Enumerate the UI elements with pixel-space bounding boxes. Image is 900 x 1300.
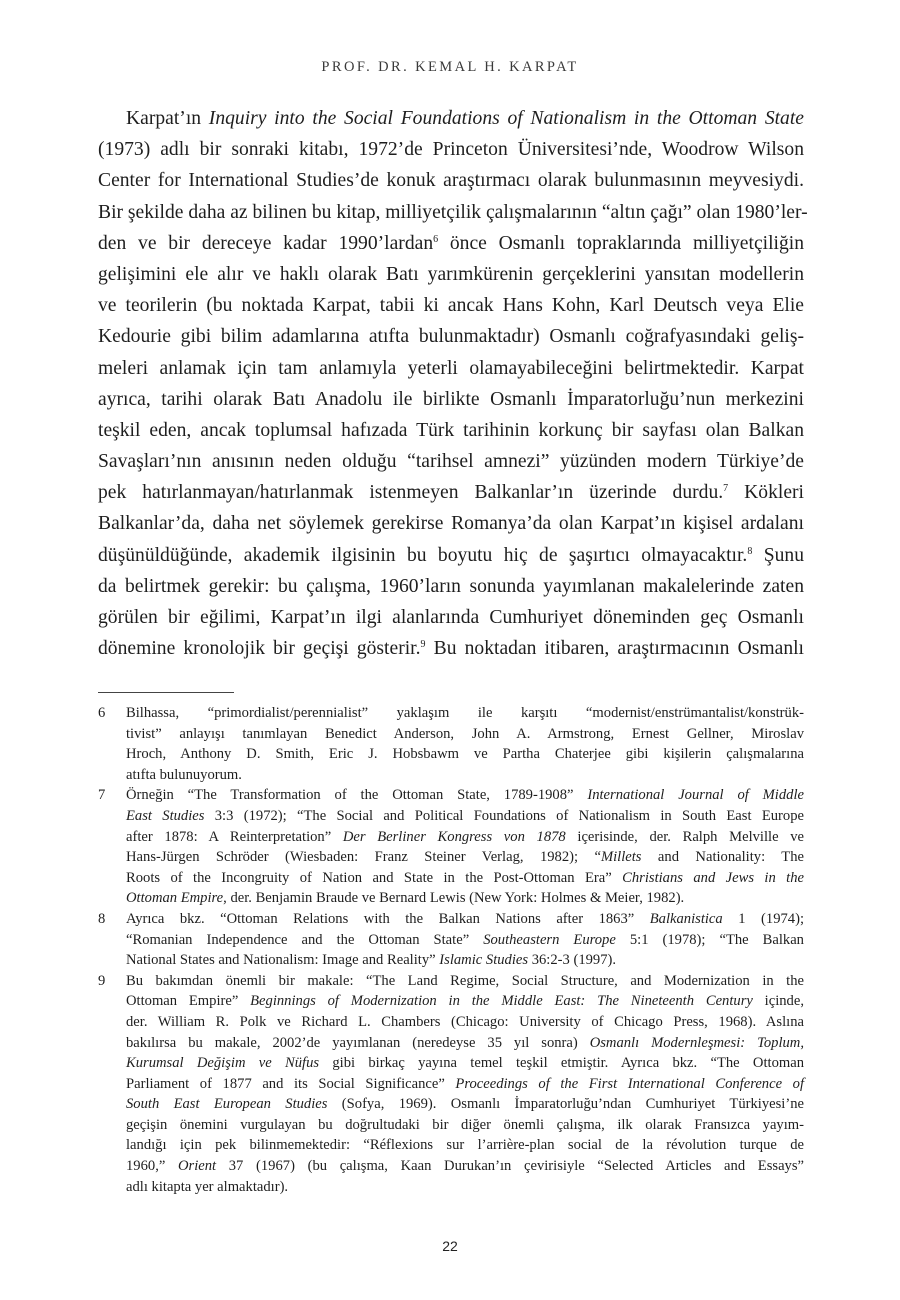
body-line (98, 477, 804, 508)
italic-title: Proceedings of the First International Conference of (455, 1075, 804, 1092)
text-run: Center for International Studies’de konuk araştırmacı olarak bulunmasının meyvesiydi. (98, 170, 804, 192)
footnote-line (126, 806, 804, 827)
footnotes (98, 703, 804, 1197)
italic-title: Islamic Studies (439, 952, 529, 969)
text-run: Balkanlar’da, daha net söylemek gerekirse Romanya’da olan Karpat’ın kişisel ardalanı (98, 513, 804, 535)
footnote-ref[interactable]: 7 (723, 483, 729, 495)
text-run: geçişin önemini vurgulayan bu doğrultudaki bir diğer önemli çalışma, ilk olarak Fransızca yayım- (126, 1116, 804, 1133)
body-line (98, 165, 804, 196)
body-line (98, 415, 804, 446)
text-run: Örneğin “The Transformation of the Ottoman State, 1789-1908” (126, 787, 588, 804)
text-run: Bu noktadan itibaren, araştırmacının Osmanlı (425, 638, 804, 660)
text-run: da belirtmek gerekir: bu çalışma, 1960’ların sonunda yayımlanan makalelerinde zaten (98, 575, 804, 597)
body-line (98, 384, 804, 415)
italic-title: Osmanlı Modernleşmesi: Toplum, (589, 1034, 804, 1051)
text-run: 1960,” (126, 1158, 178, 1175)
footnote-8 (98, 909, 804, 971)
body-line (98, 602, 804, 633)
body-line (98, 321, 804, 352)
text-run: Parliament of 1877 and its Social Significance” (126, 1075, 456, 1092)
footnote-line (126, 909, 804, 930)
footnote-line (126, 888, 804, 909)
body-line (98, 571, 804, 602)
footnote-line (126, 1053, 804, 1074)
text-run: teşkil eden, ancak toplumsal hafızada Türk tarihinin korkunç bir sayfası olan Balkan (98, 419, 804, 441)
text-run: içinde, (752, 993, 804, 1010)
footnote-line (126, 971, 804, 992)
text-run: 37 (1967) (bu çalışma, Kaan Durukan’ın çevirisiyle “Selected Articles and Essays” (216, 1158, 804, 1175)
footnote-ref[interactable]: 6 (433, 233, 439, 245)
body-line (98, 290, 804, 321)
footnote-line (126, 744, 804, 765)
footnote-line (126, 785, 804, 806)
text-run: 36:2-3 (1997). (528, 952, 617, 969)
book-title: Inquiry into the Social Foundations of Nationalism in the Ottoman State (208, 108, 804, 129)
footnote-line (126, 1135, 804, 1156)
footnote-ref[interactable]: 9 (420, 639, 426, 651)
text-run: Şunu (752, 544, 804, 566)
text-run: Ottoman Empire” (126, 993, 251, 1010)
italic-title: South East European Studies (126, 1096, 328, 1113)
body-line (98, 197, 808, 228)
text-run: Savaşları’nın anısının neden olduğu “tarihsel amnezi” yüzünden modern Türkiye’de (98, 451, 804, 473)
text-run: içerisinde, der. Ralph Melville ve (565, 828, 805, 845)
footnote-number: 7 (98, 787, 106, 804)
text-run: pek hatırlanmayan/hatırlanmak istenmeyen Balkanlar’ın üzerinde durdu. (98, 482, 724, 504)
text-run: görülen bir eğilimi, Karpat’ın ilgi alanlarında Cumhuriyet döneminden geç Osmanlı (98, 607, 804, 628)
text-run: 3:3 (1972); “The Social and Political Foundations of Nationalism in South East Europe (204, 807, 804, 824)
text-run: National States and Nationalism: Image and Reality” (126, 952, 440, 969)
body-line (98, 508, 804, 539)
italic-title: Beginnings of Modernization in the Middle East: The Nineteenth Century (250, 993, 753, 1010)
footnote-line (126, 1177, 804, 1198)
footnote-line (126, 1074, 804, 1095)
footnote-6 (98, 703, 804, 785)
text-run: Kökleri (728, 482, 804, 504)
body-line (98, 259, 804, 290)
body-line (98, 134, 804, 165)
text-run: tivist” anlayışı tanımlayan Benedict Anderson, John A. Armstrong, Ernest Gellner, Miroslav (126, 725, 804, 742)
footnote-line (126, 991, 804, 1012)
footnote-line (126, 703, 804, 724)
body-line (98, 446, 804, 477)
footnote-rule (98, 692, 234, 693)
text-run: “Romanian Independence and the Ottoman State” (126, 931, 484, 948)
body-line (98, 540, 804, 571)
text-run: bakılırsa bu makale, 2002’de yayımlanan (neredeyse 35 yıl sonra) (126, 1034, 590, 1051)
footnote-7 (98, 785, 804, 909)
text-run: Roots of the Incongruity of Nation and State in the Post-Ottoman Era” (126, 869, 623, 886)
footnote-ref[interactable]: 8 (747, 545, 753, 557)
italic-title: Ottoman Empire (126, 890, 224, 907)
footnote-line (126, 930, 804, 951)
body-line (98, 633, 804, 664)
footnote-line (126, 868, 804, 889)
text-run: landığı için pek bilinmemektedir: “Réflexions sur l’arrière-plan social de la révolution turque de (126, 1137, 804, 1154)
footnote-line (126, 950, 804, 971)
text-run: 1 (1974); (722, 910, 804, 927)
italic-title: East Studies (126, 807, 205, 824)
footnote-line (126, 765, 804, 786)
text-run: atıfta bulunuyorum. (126, 766, 242, 783)
text-run: gibi birkaç yayına temel teşkil etmiştir. Ayrıca bkz. “The Ottoman (319, 1055, 804, 1072)
text-run: dönemine kronolojik bir geçişi gösterir. (98, 638, 421, 660)
text-run: Bir şekilde daha az bilinen bu kitap, milliyetçilik çalışmalarının “altın çağı” olan 1980’ler- (98, 201, 808, 223)
text-run: and Nationality: The (641, 849, 804, 866)
italic-title: Christians and Jews in the (622, 869, 805, 886)
text-run: 5:1 (1978); “The Balkan (615, 931, 804, 948)
body-line (98, 353, 804, 384)
text-run: ve teorilerin (bu noktada Karpat, tabii ki ancak Hans Kohn, Karl Deutsch veya Elie (98, 295, 804, 317)
italic-title: Balkanistica (649, 910, 723, 927)
footnote-line (126, 1012, 804, 1033)
italic-title: Millets (600, 849, 642, 866)
text-run: meleri anlamak için tam anlamıyla yeterli olamayabileceğini belirtmektedir. Karpat (98, 357, 804, 379)
text-run: Bilhassa, “primordialist/perennialist” yaklaşım ile karşıtı “modernist/enstrümantalist/konstrük- (126, 705, 804, 721)
text-run: önce Osmanlı topraklarında milliyetçiliğin (438, 232, 805, 254)
text-run: , der. Benjamin Braude ve Bernard Lewis (New York: Holmes & Meier, 1982). (223, 890, 685, 907)
footnote-line (126, 827, 804, 848)
text-run: Bu bakımdan önemli bir makale: “The Land Regime, Social Structure, and Modernization in the (126, 972, 804, 989)
footnote-9 (98, 971, 804, 1198)
footnote-line (126, 847, 804, 868)
text-run: Karpat’ın (126, 108, 209, 129)
footnote-line (126, 1115, 804, 1136)
text-run: den ve bir dereceye kadar 1990’lardan (98, 232, 434, 254)
text-run: (Sofya, 1969). Osmanlı İmparatorluğu’ndan Cumhuriyet Türkiyesi’ne (327, 1096, 805, 1113)
text-run: gelişimini ele alır ve haklı olarak Batı yarımkürenin gerçeklerini yansıtan modellerin (98, 263, 804, 285)
body-text (98, 103, 808, 664)
text-run: (1973) adlı bir sonraki kitabı, 1972’de Princeton Üniversitesi’nde, Woodrow Wilson (98, 139, 804, 161)
italic-title: Der Berliner Kongress von 1878 (342, 828, 566, 845)
text-run: after 1878: A Reinterpretation” (126, 828, 343, 845)
footnote-line (126, 1094, 804, 1115)
footnote-number: 9 (98, 972, 106, 989)
text-run: Hroch, Anthony D. Smith, Eric J. Hobsbawm ve Partha Chaterjee gibi kişilerin çalışmalarına (126, 746, 804, 763)
footnote-number: 8 (98, 910, 106, 927)
text-run: düşünüldüğünde, akademik ilgisinin bu boyutu hiç de şaşırtıcı olmayacaktır. (98, 544, 748, 566)
text-run: Hans-Jürgen Schröder (Wiesbaden: Franz Steiner Verlag, 1982); “ (126, 849, 601, 866)
italic-title: Southeastern Europe (483, 931, 616, 948)
italic-title: Kurumsal Değişim ve Nüfus (126, 1055, 320, 1072)
running-header: PROF. DR. KEMAL H. KARPAT (321, 59, 579, 75)
text-run: der. William R. Polk ve Richard L. Chambers (Chicago: University of Chicago Press, 1968). Aslına (126, 1013, 804, 1030)
body-line (98, 103, 804, 134)
footnote-line (126, 724, 804, 745)
footnote-line (126, 1156, 804, 1177)
page-number: 22 (442, 1238, 458, 1254)
footnote-number: 6 (98, 705, 106, 721)
text-run: ayrıca, tarihi olarak Batı Anadolu ile birlikte Osmanlı İmparatorluğu’nun merkezini (98, 388, 804, 410)
text-run: Ayrıca bkz. “Ottoman Relations with the Balkan Nations after 1863” (126, 910, 650, 927)
text-run: Kedourie gibi bilim adamlarına atıfta bulunmaktadır) Osmanlı coğrafyasındaki geliş- (98, 326, 804, 348)
body-line (98, 228, 804, 259)
italic-title: International Journal of Middle (587, 787, 804, 804)
text-run: adlı kitapta yer almaktadır). (126, 1178, 289, 1195)
footnote-line (126, 1033, 804, 1054)
italic-title: Orient (177, 1158, 217, 1175)
